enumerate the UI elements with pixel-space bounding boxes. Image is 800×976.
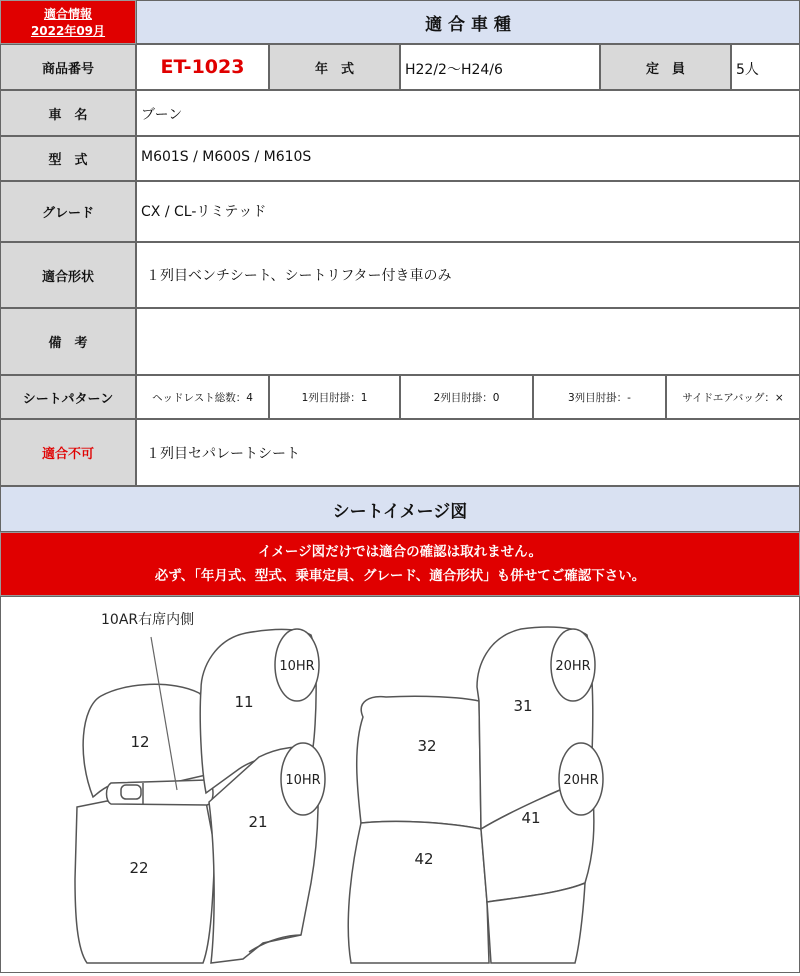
seat-diagram-svg bbox=[1, 597, 799, 972]
capacity-value: 5人 bbox=[731, 44, 800, 90]
label-seat-41: 41 bbox=[521, 809, 541, 827]
seat-32-backrest bbox=[357, 696, 481, 829]
pattern-row1-armrest: 1列目肘掛：1 bbox=[269, 375, 400, 419]
label-seat-32: 32 bbox=[417, 737, 437, 755]
pattern-side-airbag: サイドエアバッグ：× bbox=[666, 375, 800, 419]
label-seat-21: 21 bbox=[248, 813, 268, 831]
pattern-row3-armrest: 3列目肘掛：- bbox=[533, 375, 666, 419]
capacity-label: 定 員 bbox=[600, 44, 731, 90]
seat-diagram bbox=[0, 596, 800, 973]
product-number-value: ET-1023 bbox=[136, 44, 269, 90]
label-seat-31: 31 bbox=[513, 697, 533, 715]
car-name-label: 車 名 bbox=[0, 90, 136, 136]
fit-shape-label: 適合形状 bbox=[0, 242, 136, 308]
label-10hr-mid: 10HR bbox=[285, 773, 321, 788]
year-label: 年 式 bbox=[269, 44, 400, 90]
seat-image-header: シートイメージ図 bbox=[0, 486, 800, 532]
pattern-row2-armrest: 2列目肘掛：0 bbox=[400, 375, 533, 419]
unfit-value: １列目セパレートシート bbox=[136, 419, 800, 486]
pattern-headrests: ヘッドレスト総数：4 bbox=[136, 375, 269, 419]
grade-value: CX / CL-リミテッド bbox=[136, 181, 800, 242]
info-badge-title: 適合情報 bbox=[43, 7, 92, 21]
model-label: 型 式 bbox=[0, 136, 136, 181]
car-name-value: ブーン bbox=[136, 90, 800, 136]
label-20hr-top: 20HR bbox=[555, 659, 591, 674]
label-seat-12: 12 bbox=[130, 733, 150, 751]
year-value: H22/2〜H24/6 bbox=[400, 44, 600, 90]
fit-shape-value: １列目ベンチシート、シートリフター付き車のみ bbox=[136, 242, 800, 308]
notes-value bbox=[136, 308, 800, 375]
label-seat-22: 22 bbox=[129, 859, 149, 877]
label-seat-11: 11 bbox=[234, 693, 254, 711]
info-badge bbox=[0, 0, 136, 44]
unfit-label: 適合不可 bbox=[0, 419, 136, 486]
grade-label: グレード bbox=[0, 181, 136, 242]
label-10hr-top: 10HR bbox=[279, 659, 315, 674]
model-value: M601S / M600S / M610S bbox=[136, 136, 800, 181]
armrest-button bbox=[121, 785, 141, 799]
info-badge-date: 2022年09月 bbox=[30, 24, 106, 38]
product-number-label: 商品番号 bbox=[0, 44, 136, 90]
warning-banner bbox=[0, 532, 800, 596]
label-20hr-mid: 20HR bbox=[563, 773, 599, 788]
seat-22-cushion bbox=[75, 801, 215, 963]
callout-label: 10AR右席内側 bbox=[101, 612, 195, 628]
label-seat-42: 42 bbox=[414, 850, 434, 868]
seat-42-cushion bbox=[348, 821, 489, 963]
warning-line-2: 必ず、「年月式、型式、乗車定員、グレード、適合形状」も併せてご確認下さい。 bbox=[154, 568, 646, 584]
page-title: 適 合 車 種 bbox=[136, 0, 800, 44]
seat-pattern-label: シートパターン bbox=[0, 375, 136, 419]
notes-label: 備 考 bbox=[0, 308, 136, 375]
warning-line-1: イメージ図だけでは適合の確認は取れません。 bbox=[258, 544, 542, 560]
